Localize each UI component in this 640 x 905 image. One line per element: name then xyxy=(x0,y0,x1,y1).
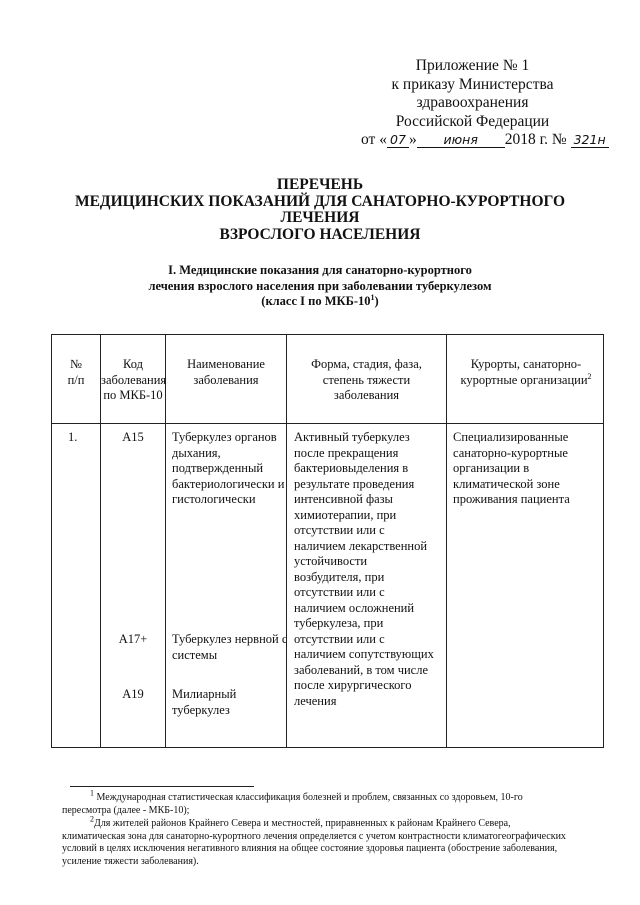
header-resorts-line: Курорты, санаторно- xyxy=(470,357,582,371)
table-header-divider xyxy=(52,423,603,424)
header-code-line: заболевания xyxy=(101,372,167,387)
form-line: результате проведения xyxy=(294,476,415,491)
row-name-a17 xyxy=(172,632,287,663)
footnote-2-marker: 2 xyxy=(90,814,94,824)
header-code-line: по МКБ-10 xyxy=(103,388,163,402)
title-line-1: ПЕРЕЧЕНЬ xyxy=(276,176,364,193)
name-line: Туберкулез нервной с xyxy=(172,632,288,646)
form-line: после хирургического xyxy=(294,678,412,692)
row-name-a15 xyxy=(172,430,284,508)
appendix-block xyxy=(355,57,606,150)
form-line: отсутствии или с xyxy=(294,523,385,537)
title-line-4: ВЗРОСЛОГО НАСЕЛЕНИЯ xyxy=(219,225,421,243)
footnote-separator xyxy=(70,786,254,787)
form-line: Активный туберкулез xyxy=(294,430,410,444)
header-form xyxy=(287,357,446,404)
form-line: возбудителя, при xyxy=(294,569,385,584)
form-line: наличием лекарственной xyxy=(294,538,428,553)
footnote-2 xyxy=(62,814,610,868)
appendix-line-2: к приказу Министерства xyxy=(391,75,554,93)
table-col-divider xyxy=(165,335,166,747)
section-line-3-text: (класс I по МКБ-10 xyxy=(261,294,371,308)
header-code xyxy=(101,357,165,404)
header-name-line: заболевания xyxy=(193,372,259,387)
document-title xyxy=(70,177,570,243)
header-num xyxy=(52,357,100,388)
form-line: интенсивной фазы xyxy=(294,492,393,506)
name-line: Милиарный xyxy=(172,687,237,701)
row-code-a19: A19 xyxy=(122,687,144,701)
order-month: июня xyxy=(417,132,505,148)
resorts-line: проживания пациента xyxy=(453,492,570,506)
resorts-line: организации в xyxy=(453,461,530,475)
indications-table xyxy=(51,334,604,748)
name-line: Туберкулез органов xyxy=(172,430,277,444)
table-col-divider xyxy=(446,335,447,747)
header-name xyxy=(166,357,286,388)
order-date-number xyxy=(361,131,606,150)
form-line: туберкулеза, при xyxy=(294,616,384,630)
section-line-2: лечения взрослого населения при заболевании туберкулезом xyxy=(148,278,492,293)
row-code-a15: A15 xyxy=(122,430,144,444)
footnote-1-line: пересмотра (далее - МКБ-10); xyxy=(62,804,190,816)
title-line-2: МЕДИЦИНСКИХ ПОКАЗАНИЙ ДЛЯ САНАТОРНО-КУРОРТНОГО xyxy=(74,192,566,210)
footnote-1-marker: 1 xyxy=(90,788,94,798)
header-resorts-line xyxy=(447,373,605,389)
header-form-line: Форма, стадия, фаза, xyxy=(311,357,422,371)
order-day-close: » xyxy=(408,131,417,148)
resorts-line: санаторно-курортные xyxy=(453,445,568,460)
header-num-line: п/п xyxy=(67,372,85,387)
footnote-ref-2: 2 xyxy=(587,371,592,381)
row-form xyxy=(294,430,434,709)
order-year: 2018 г. № xyxy=(504,131,567,148)
row-code-a17: A17+ xyxy=(118,632,148,646)
form-line: наличием сопутствующих xyxy=(294,647,434,661)
name-line: подтвержденный xyxy=(172,461,264,475)
form-line: после прекращения xyxy=(294,445,399,460)
header-form-line: степень тяжести xyxy=(322,372,411,387)
name-line: бактериологически и xyxy=(172,476,285,491)
footnote-1-text: Международная статистическая классификация болезней и проблем, связанных со здоровьем, 10-го xyxy=(96,792,523,803)
footnote-2-line: климатическая зона для санаторно-курортного лечения определяется с учетом контрастности климатогеографических xyxy=(62,830,566,842)
footnote-2-line xyxy=(62,814,610,831)
header-name-line: Наименование xyxy=(187,357,265,371)
name-line: системы xyxy=(172,647,218,662)
footnote-2-line: усиление тяжести заболевания). xyxy=(62,855,199,867)
footnote-ref-1: 1 xyxy=(370,292,375,302)
appendix-line-3: здравоохранения xyxy=(416,94,529,111)
row-num: 1. xyxy=(68,430,78,444)
form-line: лечения xyxy=(294,693,337,708)
header-num-line: № xyxy=(70,357,82,371)
resorts-line: Специализированные xyxy=(453,430,569,444)
title-line-3: ЛЕЧЕНИЯ xyxy=(280,209,360,226)
appendix-line-4: Российской Федерации xyxy=(395,112,550,130)
section-line-3 xyxy=(120,294,520,310)
row-name-a19 xyxy=(172,687,236,718)
footnote-1-line xyxy=(62,788,610,805)
form-line: заболеваний, в том числе xyxy=(294,662,429,677)
footnote-2-text: Для жителей районов Крайнего Севера и местностей, приравненных к районам Крайнего Севера, xyxy=(94,818,511,829)
order-number: 321н xyxy=(571,132,609,148)
header-form-line: заболевания xyxy=(333,388,400,402)
header-code-line: Код xyxy=(123,357,143,371)
order-from-prefix: от « xyxy=(361,131,387,148)
footnote-2-line: условий в целях исключения негативного влияния на общее состояние здоровья пациента (обострение заболевания, xyxy=(62,843,558,854)
name-line: дыхания, xyxy=(172,445,221,460)
order-day: 07 xyxy=(387,132,409,148)
name-line: туберкулез xyxy=(172,702,230,717)
row-resorts xyxy=(453,430,570,508)
section-line-1: I. Медицинские показания для санаторно-курортного xyxy=(168,263,472,277)
resorts-line: климатической зоне xyxy=(453,476,560,491)
form-line: отсутствии или с xyxy=(294,585,385,599)
section-heading xyxy=(120,263,520,310)
footnote-1 xyxy=(62,788,610,817)
form-line: бактериовыделения в xyxy=(294,461,409,475)
section-line-3-close: ) xyxy=(374,294,379,308)
header-resorts xyxy=(447,357,605,388)
header-resorts-text: курортные организации xyxy=(460,372,588,387)
appendix-line-1: Приложение № 1 xyxy=(415,57,530,74)
form-line: отсутствии или с xyxy=(294,631,385,646)
name-line: гистологически xyxy=(172,492,256,506)
form-line: устойчивости xyxy=(294,554,368,568)
form-line: наличием осложнений xyxy=(294,600,415,615)
form-line: химиотерапии, при xyxy=(294,507,397,522)
